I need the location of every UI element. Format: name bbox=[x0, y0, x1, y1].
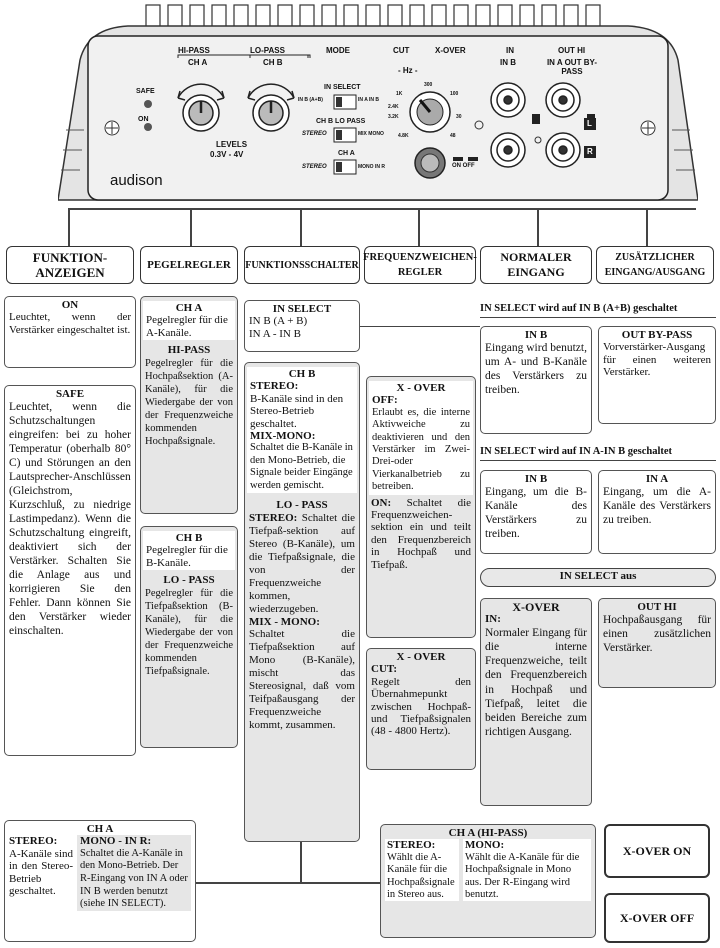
cha-mode-mono-label: MONO - IN R: bbox=[80, 835, 152, 848]
connector-line bbox=[190, 208, 192, 246]
amp-label-cut: CUT bbox=[393, 46, 410, 55]
inb-box-1 bbox=[480, 326, 592, 434]
connector-line bbox=[646, 208, 648, 246]
cha-hipass-mono-text: Wählt die A-Kanäle für die Hochpaßsignale in Mono aus. Der R-Eingang wird benutzt. bbox=[465, 851, 580, 901]
amp-label-chb: CH B bbox=[263, 58, 283, 67]
cha-hipass-mono-label: MONO: bbox=[465, 839, 505, 852]
xover-cut-label: CUT: bbox=[371, 663, 398, 676]
on-title: ON bbox=[61, 299, 79, 311]
lopass-stereo-text: Schaltet die Tiefpaß-sektion auf Stereo (B-Kanäle), um die Tiefpaßsignale, die von der Frequenzweiche kommen, wiederzugeben. bbox=[249, 511, 356, 615]
xover-cut-box bbox=[366, 648, 476, 770]
cha-mode-stereo-text: A-Kanäle sind in den Stereo-Betrieb geschaltet. bbox=[9, 847, 73, 898]
category-funktion-anzeigen: FUNKTION- ANZEIGEN bbox=[6, 246, 134, 284]
lopass-switch-title: LO - PASS bbox=[276, 499, 328, 512]
amp-label-ina-outbypass: IN A OUT BY-PASS bbox=[546, 58, 598, 76]
chb-switch-title: CH B bbox=[288, 368, 316, 380]
insel-inb-underline bbox=[480, 317, 716, 318]
amp-label-cha-switch: CH A bbox=[338, 150, 355, 157]
outbypass-text: Vorverstärker-Ausgang für einen weiteren Verstärker. bbox=[603, 341, 711, 379]
safe-text: Leuchtet, wenn die Schutzschaltungen eingreifen: bei zu hoher Temperatur (oberhalb 80° C) und Störungen an den Lautsprecher-Anschlüssen (Gleichstrom, Kurzschluß, zu niedrige Lastimpedanz). Wenn die Schutzschaltung eingreift, deaktiviert sich der Verstärker. Schalten Sie die Anlage aus und korrigieren Sie den Fehler. Dann können Sie den Verstärker wieder einschalten. bbox=[9, 401, 131, 638]
amp-label-inb: IN B bbox=[500, 58, 516, 67]
chb-mix-label: MIX-MONO: bbox=[250, 430, 316, 443]
dial-label: 2.4K bbox=[388, 104, 399, 110]
cha-hipass-stereo-text: Wählt die A-Kanäle für die Hochpaßsignale in Stereo aus. bbox=[387, 851, 455, 901]
in-select-title: IN SELECT bbox=[272, 303, 332, 315]
safe-info-box bbox=[4, 385, 136, 756]
lopass-mix-label: MIX - MONO: bbox=[249, 615, 320, 628]
on-info-box bbox=[4, 296, 136, 368]
bottom-connector bbox=[300, 842, 302, 882]
in-select-line2: IN A - IN B bbox=[249, 327, 301, 340]
connector-line bbox=[68, 208, 696, 210]
connector-line bbox=[68, 208, 70, 246]
amp-label-mode: MODE bbox=[326, 46, 350, 55]
outhi-title: OUT HI bbox=[637, 601, 677, 613]
amp-label-chb-lopass: CH B LO PASS bbox=[316, 118, 366, 125]
chb-lopass-title: LO - PASS bbox=[163, 574, 215, 587]
dial-label: 4.8K bbox=[398, 133, 409, 139]
xover-in-title: X-OVER bbox=[512, 600, 560, 614]
connector-line bbox=[418, 208, 420, 246]
dial-label: 100 bbox=[450, 91, 459, 97]
amp-label-hz: - Hz - bbox=[398, 66, 418, 75]
amp-label-stereo-2: STEREO bbox=[302, 164, 327, 170]
ina-box bbox=[598, 470, 716, 554]
chb-stereo-label: STEREO: bbox=[250, 380, 299, 393]
amp-label-inb-ab: IN B (A+B) bbox=[298, 97, 323, 103]
xover-on-button: X-OVER ON bbox=[604, 824, 710, 878]
xover-on-label: ON: bbox=[371, 496, 392, 509]
dial-label: 48 bbox=[450, 133, 456, 139]
bottom-connector bbox=[196, 882, 406, 884]
amp-label-mono-inr: MONO IN R bbox=[358, 164, 385, 170]
amp-label-mix-mono: MIX MONO bbox=[358, 131, 384, 137]
amp-label-hipass: HI-PASS bbox=[178, 46, 210, 55]
connector-line bbox=[300, 208, 302, 246]
dial-label: 300 bbox=[424, 82, 433, 88]
on-text: Leuchtet, wenn der Verstärker eingeschaltet ist. bbox=[9, 311, 131, 336]
chb-stereo-text: B-Kanäle sind in den Stereo-Betrieb geschaltet. bbox=[250, 392, 344, 430]
insel-ab-header: IN SELECT wird auf IN A-IN B geschaltet bbox=[480, 446, 673, 457]
dial-label: 30 bbox=[456, 114, 462, 120]
category-zusaetzlicher-eingang: ZUSÄTZLICHER EINGANG/AUSGANG bbox=[596, 246, 714, 284]
xover-cut-title: X - OVER bbox=[396, 651, 446, 663]
cha-hipass-title: HI-PASS bbox=[167, 344, 211, 357]
category-pegelregler: PEGELREGLER bbox=[140, 246, 238, 284]
category-funktionsschalter: FUNKTIONSSCHALTER bbox=[244, 246, 360, 284]
amplifier-panel bbox=[58, 0, 698, 205]
amp-label-l: L bbox=[587, 119, 592, 128]
dial-label: 3.2K bbox=[388, 114, 399, 120]
cha-level-title: CH A bbox=[175, 302, 203, 314]
cha-hipass-mono bbox=[463, 839, 591, 901]
cha-level-text: Pegelregler für die A-Kanäle. bbox=[146, 314, 228, 339]
amp-label-in-select: IN SELECT bbox=[324, 84, 361, 91]
xover-title: X - OVER bbox=[396, 382, 446, 394]
chb-mix-text: Schaltet die B-Kanäle in den Mono-Betrieb, die Signale beider Eingänge werden gemischt. bbox=[250, 442, 353, 491]
cha-mode-mono bbox=[77, 835, 191, 910]
amp-label-outhi: OUT HI bbox=[558, 46, 586, 55]
cha-hipass-mode-box bbox=[380, 824, 596, 938]
chb-lopass-text: Pegelregler für die Tiefpaßsektion (B-Kanäle), für die Wiedergabe der von der Frequenzweiche kommenden Tiefpaßsignale. bbox=[145, 587, 233, 677]
cha-mode-stereo bbox=[9, 835, 73, 910]
chb-level-box bbox=[140, 526, 238, 748]
cha-mode-title: CH A bbox=[86, 823, 114, 835]
xover-off-text: Erlaubt es, die interne Aktivweiche zu deaktivieren und den Verstärker im Zwei-Drei-oder Vierkanalbetrieb zu betreiben. bbox=[372, 406, 470, 493]
inb-2-title: IN B bbox=[524, 473, 548, 485]
safe-title: SAFE bbox=[55, 388, 85, 400]
cha-hipass-stereo bbox=[385, 839, 459, 901]
cha-mode-box bbox=[4, 820, 196, 942]
ina-text: Eingang, um die A-Kanäle des Verstärkers zu treiben. bbox=[603, 486, 711, 527]
lopass-stereo-label: STEREO: bbox=[249, 511, 298, 524]
category-normaler-eingang: NORMALER EINGANG bbox=[480, 246, 592, 284]
outbypass-box bbox=[598, 326, 716, 424]
insel-inb-header: IN SELECT wird auf IN B (A+B) geschaltet bbox=[480, 303, 678, 314]
in-select-box bbox=[244, 300, 360, 352]
lopass-switch-text bbox=[249, 512, 355, 616]
xover-in-box bbox=[480, 598, 592, 806]
outbypass-title: OUT BY-PASS bbox=[621, 329, 693, 341]
inb-box-2 bbox=[480, 470, 592, 554]
connector-line bbox=[537, 208, 539, 246]
cha-mode-columns bbox=[9, 835, 191, 910]
xover-cut-text: Regelt den Übernahmepunkt zwischen Hochpaß- und Tiefpaßsignalen (48 - 4800 Hertz). bbox=[371, 675, 471, 738]
cha-hipass-text: Pegelregler für die Hochpaßsektion (A-Kanäle), für die Wiedergabe der von der Frequenzweiche kommenden Hochpaßsignale. bbox=[145, 357, 233, 447]
amp-label-levels: LEVELS bbox=[216, 140, 248, 149]
amp-label-levels-range: 0.3V - 4V bbox=[210, 150, 244, 159]
amp-label-safe: SAFE bbox=[136, 88, 155, 95]
chb-level-text: Pegelregler für die B-Kanäle. bbox=[146, 544, 228, 569]
amp-label-r: R bbox=[587, 147, 593, 156]
amp-label-on: ON bbox=[138, 116, 149, 123]
insel-pointer bbox=[360, 326, 480, 327]
amp-label-ina-inb: IN A IN B bbox=[358, 97, 380, 103]
outhi-text: Hochpaßausgang für einen zusätzlichen Verstärker. bbox=[603, 614, 711, 655]
amp-label-lopass: LO-PASS bbox=[250, 46, 285, 55]
cha-hipass-mode-title: CH A (HI-PASS) bbox=[448, 827, 528, 839]
amp-label-xover: X-OVER bbox=[435, 46, 466, 55]
xover-box bbox=[366, 376, 476, 638]
outhi-box bbox=[598, 598, 716, 688]
inb-1-text: Eingang wird benutzt, um A- und B-Kanäle des Verstärkers zu treiben. bbox=[485, 342, 587, 397]
xover-in-label: IN: bbox=[485, 613, 501, 626]
insel-ab-underline bbox=[480, 460, 716, 461]
cha-mode-mono-text: Schaltet die A-Kanäle in den Mono-Betrieb. Der R-Eingang von IN A oder IN B werden benutzt (siehe IN SELECT). bbox=[80, 847, 188, 910]
amp-label-cha: CH A bbox=[188, 58, 208, 67]
insel-off-header: IN SELECT aus bbox=[480, 568, 716, 587]
amp-label-onoff: ON OFF bbox=[452, 163, 475, 169]
inb-1-title: IN B bbox=[524, 329, 548, 341]
chb-switch-box bbox=[244, 362, 360, 842]
xover-on-text bbox=[371, 497, 471, 571]
xover-on-desc: Schaltet die Frequenzweichen-sektion ein und teilt den Frequenzbereich in Hochpaß und Tiefpaß. bbox=[371, 496, 472, 571]
amp-label-stereo: STEREO bbox=[302, 131, 327, 137]
xover-off-label: OFF: bbox=[372, 394, 398, 407]
cha-level-box bbox=[140, 296, 238, 514]
cha-hipass-columns bbox=[385, 839, 591, 901]
cha-mode-stereo-label: STEREO: bbox=[9, 835, 58, 848]
category-frequenzweichen-regler: FREQUENZWEICHEN- REGLER bbox=[364, 246, 476, 284]
chb-level-title: CH B bbox=[175, 532, 203, 544]
xover-in-text: Normaler Eingang für die interne Frequenzweiche, teilt den Frequenzbereich in Hochpaß und Tiefpaß, leitet die beiden Bereiche zum richtigen Ausgang. bbox=[485, 626, 587, 739]
amp-brand: audison bbox=[110, 172, 163, 189]
cha-hipass-stereo-label: STEREO: bbox=[387, 839, 436, 852]
ina-title: IN A bbox=[645, 473, 669, 485]
amp-label-in: IN bbox=[506, 46, 514, 55]
lopass-mix-text: Schaltet die Tiefpaßsektion auf Mono (B-Kanäle), mischt das Stereosignal, daß vom Teifpaßausgang der Frequenzweiche kommt, zusammen. bbox=[249, 628, 355, 732]
dial-label: 1K bbox=[396, 91, 403, 97]
xover-off-button: X-OVER OFF bbox=[604, 893, 710, 943]
in-select-line1: IN B (A + B) bbox=[249, 315, 308, 328]
inb-2-text: Eingang, um die B-Kanäle des Verstärkers zu treiben. bbox=[485, 486, 587, 541]
